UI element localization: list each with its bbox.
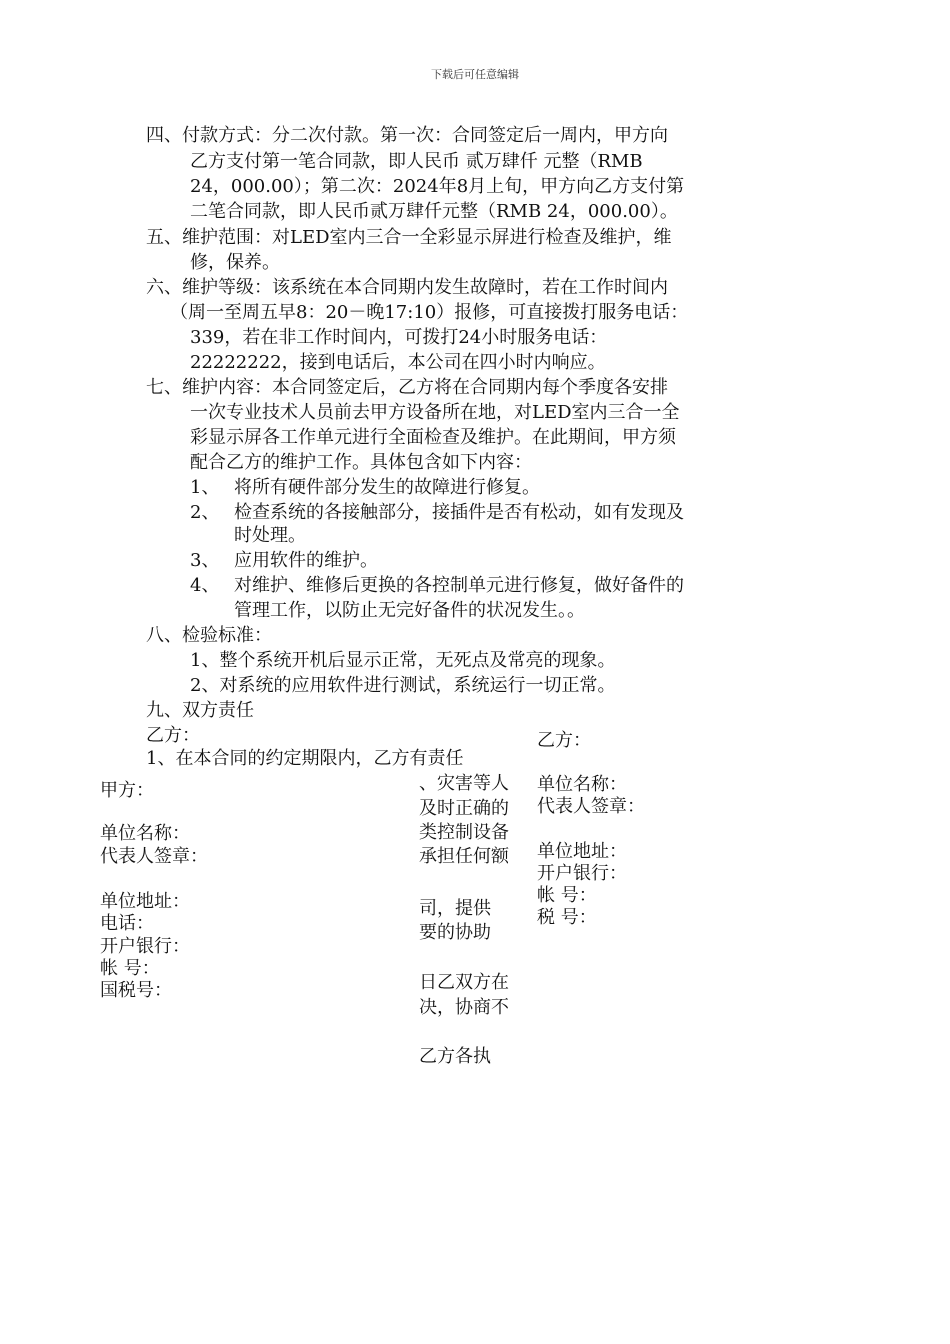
list-number: 3、 (190, 550, 220, 571)
party-a-unit: 单位名称： (100, 823, 190, 844)
party-b-rep: 代表人签章： (537, 796, 645, 817)
body-line: 四、付款方式：分二次付款。第一次：合同签定后一周内，甲方向 (146, 125, 668, 146)
clipped-fragment: 类控制设备 (419, 822, 509, 843)
party-b-unit: 单位名称： (537, 774, 627, 795)
list-number: 1、 (190, 477, 220, 498)
body-line: 1、在本合同的约定期限内，乙方有责任 (146, 748, 464, 769)
party-b-address: 单位地址： (537, 841, 627, 862)
party-a-rep: 代表人签章： (100, 846, 208, 867)
party-b-tax: 税 号： (537, 907, 597, 928)
clipped-fragment: 及时正确的 (419, 798, 509, 819)
body-line: 一次专业技术人员前去甲方设备所在地，对LED室内三合一全 (190, 402, 680, 423)
clipped-fragment: 日乙双方在 (419, 972, 509, 993)
clipped-fragment: 决，协商不 (419, 997, 509, 1018)
body-line: （周一至周五早8：20－晚17:10）报修，可直接拨打服务电话： (170, 302, 689, 323)
body-line: 乙方： (146, 725, 200, 746)
body-line: 配合乙方的维护工作。具体包含如下内容： (190, 452, 532, 473)
section-title: 九、双方责任 (146, 700, 254, 721)
body-line: 六、维护等级：该系统在本合同期内发生故障时，若在工作时间内 (146, 277, 668, 298)
clipped-fragment: 承担任何额 (419, 846, 509, 867)
party-b-bank: 开户银行： (537, 863, 627, 884)
list-item: 对维护、维修后更换的各控制单元进行修复，做好备件的 (234, 575, 684, 596)
party-a-address: 单位地址： (100, 891, 190, 912)
clipped-fragment: 、灾害等人 (419, 773, 509, 794)
body-line: 1、整个系统开机后显示正常，无死点及常亮的现象。 (190, 650, 616, 671)
clipped-fragment: 乙方各执 (419, 1046, 491, 1067)
party-b-title: 乙方： (537, 730, 591, 751)
page-header: 下载后可任意编辑 (431, 68, 519, 81)
party-b-account: 帐 号： (537, 885, 597, 906)
body-line: 二笔合同款，即人民币贰万肆仟元整（RMB 24，000.00）。 (190, 201, 678, 222)
list-number: 2、 (190, 502, 220, 523)
body-line: 339，若在非工作时间内，可拨打24小时服务电话： (190, 327, 608, 348)
party-a-account: 帐 号： (100, 958, 160, 979)
party-a-phone: 电话： (100, 913, 154, 934)
list-number: 4、 (190, 575, 220, 596)
body-line: 乙方支付第一笔合同款，即人民币 贰万肆仟 元整（RMB (190, 151, 643, 172)
list-item: 检查系统的各接触部分，接插件是否有松动，如有发现及 (234, 502, 684, 523)
body-line: 2、对系统的应用软件进行测试，系统运行一切正常。 (190, 675, 616, 696)
party-a-tax: 国税号： (100, 980, 172, 1001)
list-item: 管理工作，以防止无完好备件的状况发生。。 (234, 600, 585, 621)
body-line: 七、维护内容：本合同签定后，乙方将在合同期内每个季度各安排 (146, 377, 668, 398)
clipped-fragment: 要的协助 (419, 922, 491, 943)
section-title: 八、检验标准： (146, 625, 272, 646)
body-line: 24，000.00）；第二次：2024年8月上旬，甲方向乙方支付第 (190, 176, 685, 197)
clipped-fragment: 司，提供 (419, 898, 491, 919)
list-item: 将所有硬件部分发生的故障进行修复。 (234, 477, 540, 498)
body-line: 彩显示屏各工作单元进行全面检查及维护。在此期间，甲方须 (190, 427, 676, 448)
body-line: 五、维护范围：对LED室内三合一全彩显示屏进行检查及维护，维 (146, 227, 672, 248)
body-line: 修，保养。 (190, 252, 280, 273)
list-item: 时处理。 (234, 525, 306, 546)
list-item: 应用软件的维护。 (234, 550, 378, 571)
party-a-title: 甲方： (100, 780, 154, 801)
body-line: 22222222，接到电话后，本公司在四小时内响应。 (190, 352, 606, 373)
party-a-bank: 开户银行： (100, 936, 190, 957)
